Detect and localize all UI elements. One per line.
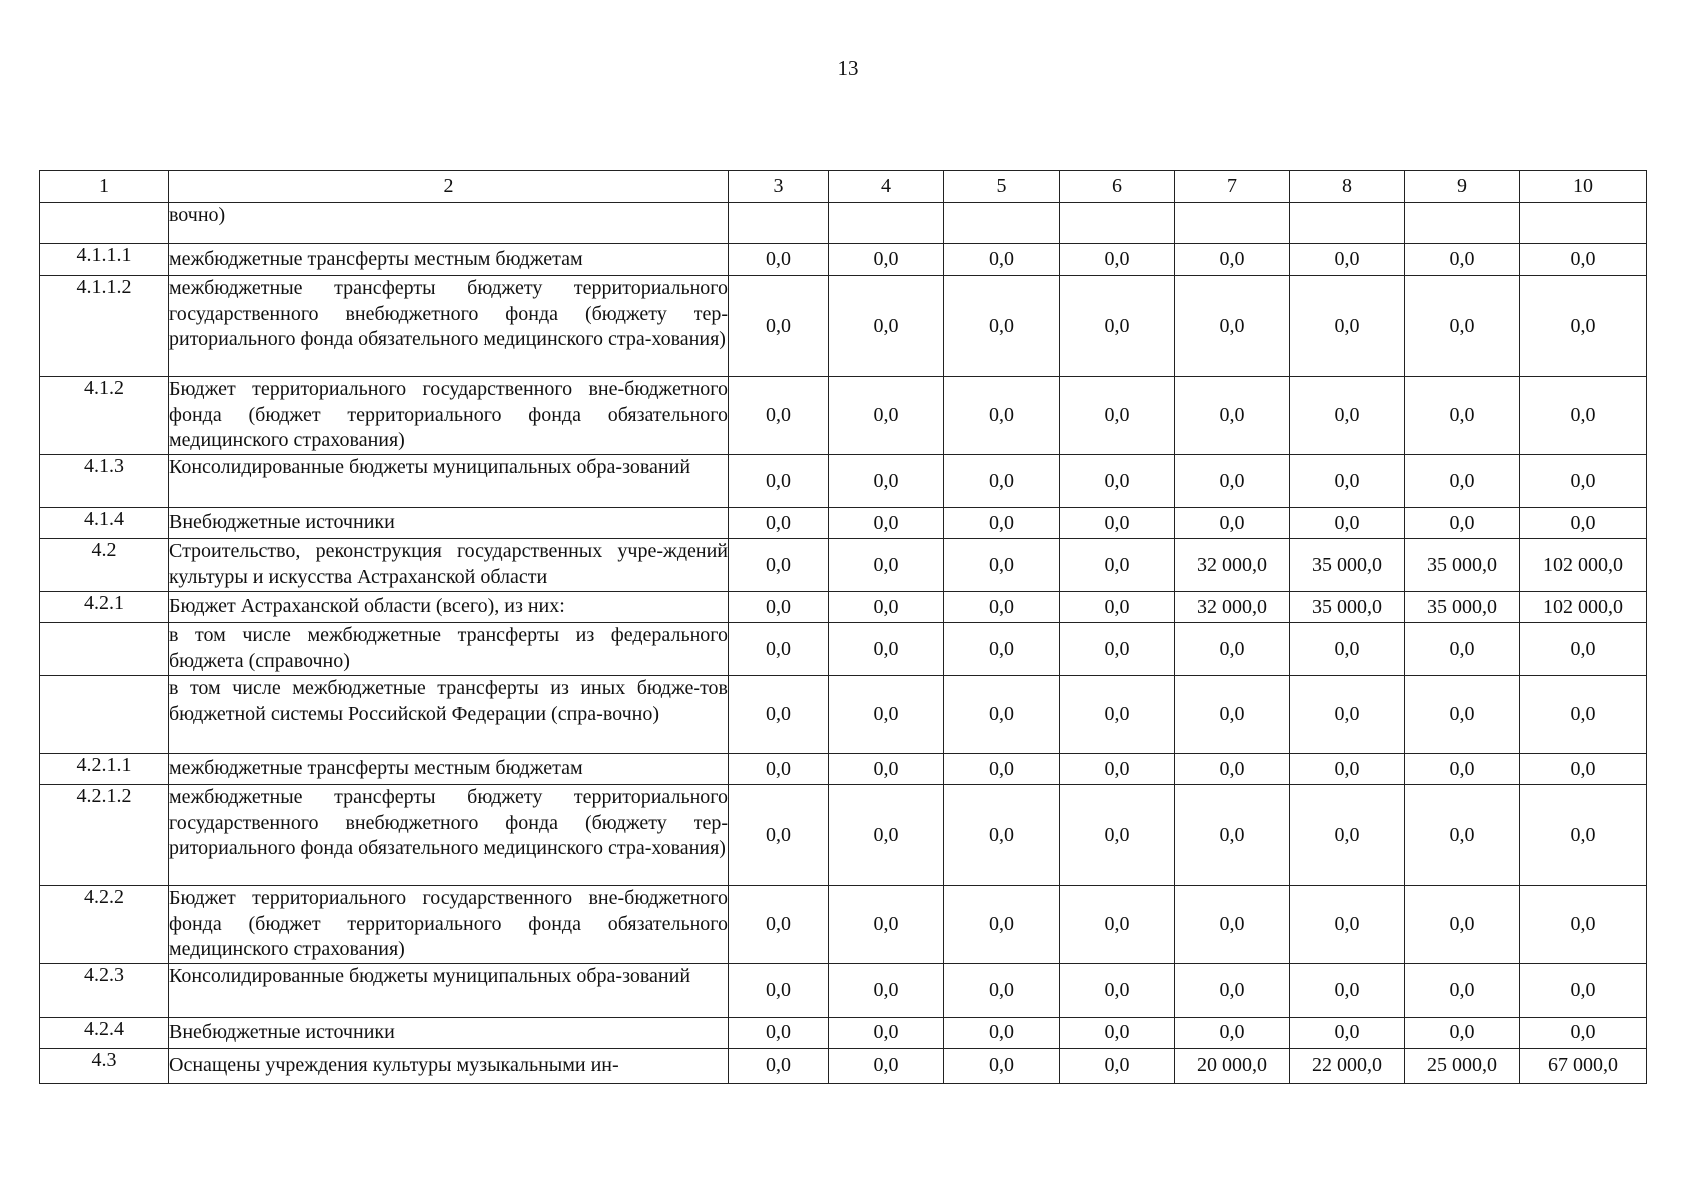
value-cell: 0,0 (1175, 785, 1290, 886)
value-cell: 0,0 (829, 276, 944, 377)
value-cell: 0,0 (944, 1048, 1060, 1083)
value-cell: 0,0 (1290, 508, 1405, 539)
row-description: Бюджет территориального государственного вне-бюджетного фонда (бюджет территориального фонда обязательного медицинского страхования) (169, 886, 729, 964)
value-cell: 32 000,0 (1175, 592, 1290, 623)
row-code: 4.3 (40, 1048, 169, 1083)
value-cell: 0,0 (1405, 377, 1520, 455)
value-cell: 0,0 (729, 886, 829, 964)
column-header: 5 (944, 171, 1060, 203)
table-row (40, 377, 1647, 455)
value-cell: 0,0 (1060, 886, 1175, 964)
value-cell: 0,0 (729, 508, 829, 539)
value-cell (1175, 203, 1290, 244)
row-description: межбюджетные трансферты местным бюджетам (169, 754, 729, 785)
value-cell (944, 203, 1060, 244)
table-row (40, 676, 1647, 754)
value-cell: 0,0 (1175, 886, 1290, 964)
value-cell: 0,0 (1175, 623, 1290, 676)
value-cell (729, 203, 829, 244)
value-cell: 0,0 (829, 244, 944, 276)
value-cell: 0,0 (1060, 754, 1175, 785)
value-cell: 0,0 (944, 1017, 1060, 1048)
value-cell: 0,0 (1290, 676, 1405, 754)
value-cell: 0,0 (1405, 623, 1520, 676)
table-row (40, 1017, 1647, 1048)
column-header: 9 (1405, 171, 1520, 203)
column-header: 2 (169, 171, 729, 203)
row-code (40, 676, 169, 754)
column-header: 10 (1520, 171, 1647, 203)
value-cell: 0,0 (1520, 963, 1647, 1017)
value-cell: 35 000,0 (1290, 539, 1405, 592)
value-cell: 0,0 (1060, 276, 1175, 377)
value-cell: 0,0 (1175, 244, 1290, 276)
value-cell: 0,0 (944, 623, 1060, 676)
table-row (40, 539, 1647, 592)
value-cell (1290, 203, 1405, 244)
value-cell: 0,0 (729, 244, 829, 276)
value-cell: 0,0 (829, 754, 944, 785)
row-code: 4.2.2 (40, 886, 169, 964)
value-cell: 0,0 (1520, 676, 1647, 754)
row-description: межбюджетные трансферты бюджету территориального государственного внебюджетного фонда (бюджету тер-риториального фонда обязательного медицинского стра-хования) (169, 276, 729, 377)
table-row (40, 623, 1647, 676)
row-description: Внебюджетные источники (169, 508, 729, 539)
row-code: 4.1.1.2 (40, 276, 169, 377)
budget-table (39, 170, 1647, 1084)
value-cell: 35 000,0 (1405, 592, 1520, 623)
table-row (40, 203, 1647, 244)
value-cell: 32 000,0 (1175, 539, 1290, 592)
value-cell: 0,0 (1060, 244, 1175, 276)
column-header: 3 (729, 171, 829, 203)
row-code: 4.2.4 (40, 1017, 169, 1048)
table-row (40, 886, 1647, 964)
value-cell: 0,0 (944, 508, 1060, 539)
value-cell: 0,0 (829, 1048, 944, 1083)
value-cell: 0,0 (1405, 785, 1520, 886)
value-cell: 0,0 (829, 1017, 944, 1048)
value-cell: 102 000,0 (1520, 539, 1647, 592)
row-description: Бюджет Астраханской области (всего), из них: (169, 592, 729, 623)
value-cell: 0,0 (1520, 276, 1647, 377)
value-cell: 0,0 (829, 592, 944, 623)
value-cell: 0,0 (944, 676, 1060, 754)
value-cell: 0,0 (1405, 886, 1520, 964)
value-cell: 0,0 (1290, 886, 1405, 964)
value-cell: 0,0 (944, 963, 1060, 1017)
value-cell (1405, 203, 1520, 244)
table-body (40, 203, 1647, 1084)
table-row (40, 455, 1647, 508)
row-code (40, 203, 169, 244)
value-cell: 0,0 (1060, 1017, 1175, 1048)
value-cell: 0,0 (1175, 676, 1290, 754)
table-row (40, 1048, 1647, 1083)
value-cell: 0,0 (1175, 1017, 1290, 1048)
value-cell: 35 000,0 (1290, 592, 1405, 623)
value-cell: 0,0 (1060, 377, 1175, 455)
column-header: 7 (1175, 171, 1290, 203)
row-description: Внебюджетные источники (169, 1017, 729, 1048)
row-code: 4.2.1.1 (40, 754, 169, 785)
value-cell: 0,0 (944, 244, 1060, 276)
row-code: 4.1.1.1 (40, 244, 169, 276)
row-code: 4.2.1.2 (40, 785, 169, 886)
value-cell: 0,0 (944, 276, 1060, 377)
value-cell: 102 000,0 (1520, 592, 1647, 623)
value-cell: 0,0 (1520, 455, 1647, 508)
value-cell: 0,0 (1060, 592, 1175, 623)
value-cell: 0,0 (829, 377, 944, 455)
table-row (40, 508, 1647, 539)
value-cell: 0,0 (729, 1017, 829, 1048)
value-cell: 0,0 (1405, 754, 1520, 785)
row-description: Строительство, реконструкция государственных учре-ждений культуры и искусства Астраханской области (169, 539, 729, 592)
value-cell: 35 000,0 (1405, 539, 1520, 592)
table-row (40, 754, 1647, 785)
value-cell: 0,0 (1060, 508, 1175, 539)
value-cell: 0,0 (1405, 963, 1520, 1017)
value-cell: 0,0 (829, 676, 944, 754)
value-cell: 0,0 (1405, 508, 1520, 539)
row-code (40, 623, 169, 676)
row-description: Бюджет территориального государственного вне-бюджетного фонда (бюджет территориального фонда обязательного медицинского страхования) (169, 377, 729, 455)
value-cell: 0,0 (829, 455, 944, 508)
value-cell: 0,0 (1520, 754, 1647, 785)
value-cell: 0,0 (1290, 455, 1405, 508)
table-row (40, 276, 1647, 377)
table-row (40, 244, 1647, 276)
value-cell (1060, 203, 1175, 244)
value-cell: 67 000,0 (1520, 1048, 1647, 1083)
value-cell: 0,0 (944, 592, 1060, 623)
row-description: межбюджетные трансферты бюджету территориального государственного внебюджетного фонда (бюджету тер-риториального фонда обязательного медицинского стра-хования) (169, 785, 729, 886)
value-cell: 0,0 (729, 377, 829, 455)
value-cell: 0,0 (729, 455, 829, 508)
value-cell: 0,0 (1290, 244, 1405, 276)
value-cell: 0,0 (729, 1048, 829, 1083)
value-cell: 0,0 (1175, 963, 1290, 1017)
value-cell: 0,0 (1060, 623, 1175, 676)
value-cell: 0,0 (944, 377, 1060, 455)
value-cell: 0,0 (1290, 1017, 1405, 1048)
value-cell: 0,0 (1290, 377, 1405, 455)
value-cell: 0,0 (1405, 276, 1520, 377)
value-cell (829, 203, 944, 244)
value-cell: 0,0 (1520, 1017, 1647, 1048)
value-cell: 0,0 (1290, 276, 1405, 377)
value-cell: 0,0 (1175, 754, 1290, 785)
row-code: 4.1.3 (40, 455, 169, 508)
value-cell: 0,0 (829, 539, 944, 592)
value-cell: 0,0 (1175, 377, 1290, 455)
value-cell: 0,0 (1290, 963, 1405, 1017)
value-cell: 0,0 (729, 276, 829, 377)
table-row (40, 592, 1647, 623)
value-cell: 0,0 (1520, 886, 1647, 964)
value-cell: 0,0 (1290, 754, 1405, 785)
value-cell: 0,0 (1520, 623, 1647, 676)
row-code: 4.2.3 (40, 963, 169, 1017)
value-cell: 0,0 (1175, 455, 1290, 508)
value-cell: 0,0 (1060, 963, 1175, 1017)
value-cell: 0,0 (944, 754, 1060, 785)
value-cell: 0,0 (829, 785, 944, 886)
value-cell: 0,0 (1060, 785, 1175, 886)
value-cell: 0,0 (729, 623, 829, 676)
value-cell: 0,0 (729, 785, 829, 886)
value-cell: 0,0 (829, 508, 944, 539)
value-cell: 0,0 (1290, 623, 1405, 676)
row-description: в том числе межбюджетные трансферты из федерального бюджета (справочно) (169, 623, 729, 676)
value-cell: 0,0 (1405, 455, 1520, 508)
value-cell: 25 000,0 (1405, 1048, 1520, 1083)
value-cell: 0,0 (729, 676, 829, 754)
value-cell: 0,0 (1060, 1048, 1175, 1083)
header-row (40, 171, 1647, 203)
row-description: в том числе межбюджетные трансферты из иных бюдже-тов бюджетной системы Российской Федерации (спра-вочно) (169, 676, 729, 754)
row-description: Оснащены учреждения культуры музыкальными ин- (169, 1048, 729, 1083)
row-code: 4.1.4 (40, 508, 169, 539)
column-header: 8 (1290, 171, 1405, 203)
value-cell: 0,0 (944, 539, 1060, 592)
value-cell: 0,0 (829, 886, 944, 964)
column-header: 6 (1060, 171, 1175, 203)
value-cell: 0,0 (1520, 508, 1647, 539)
value-cell: 0,0 (729, 754, 829, 785)
row-code: 4.1.2 (40, 377, 169, 455)
value-cell: 22 000,0 (1290, 1048, 1405, 1083)
value-cell: 0,0 (1405, 676, 1520, 754)
value-cell: 0,0 (944, 886, 1060, 964)
value-cell: 20 000,0 (1175, 1048, 1290, 1083)
value-cell: 0,0 (1405, 1017, 1520, 1048)
value-cell (1520, 203, 1647, 244)
row-code: 4.2.1 (40, 592, 169, 623)
value-cell: 0,0 (1520, 244, 1647, 276)
value-cell: 0,0 (729, 592, 829, 623)
value-cell: 0,0 (1060, 455, 1175, 508)
value-cell: 0,0 (829, 963, 944, 1017)
value-cell: 0,0 (1405, 244, 1520, 276)
row-code: 4.2 (40, 539, 169, 592)
value-cell: 0,0 (1520, 377, 1647, 455)
value-cell: 0,0 (1060, 539, 1175, 592)
column-header: 4 (829, 171, 944, 203)
value-cell: 0,0 (729, 539, 829, 592)
value-cell: 0,0 (944, 455, 1060, 508)
table-row (40, 785, 1647, 886)
table-row (40, 963, 1647, 1017)
column-header: 1 (40, 171, 169, 203)
value-cell: 0,0 (1290, 785, 1405, 886)
value-cell: 0,0 (1060, 676, 1175, 754)
row-description: межбюджетные трансферты местным бюджетам (169, 244, 729, 276)
row-description: Консолидированные бюджеты муниципальных обра-зований (169, 963, 729, 1017)
page-number: 13 (837, 56, 859, 80)
value-cell: 0,0 (944, 785, 1060, 886)
value-cell: 0,0 (829, 623, 944, 676)
value-cell: 0,0 (729, 963, 829, 1017)
row-description: Консолидированные бюджеты муниципальных обра-зований (169, 455, 729, 508)
value-cell: 0,0 (1520, 785, 1647, 886)
value-cell: 0,0 (1175, 276, 1290, 377)
value-cell: 0,0 (1175, 508, 1290, 539)
row-description: вочно) (169, 203, 729, 244)
